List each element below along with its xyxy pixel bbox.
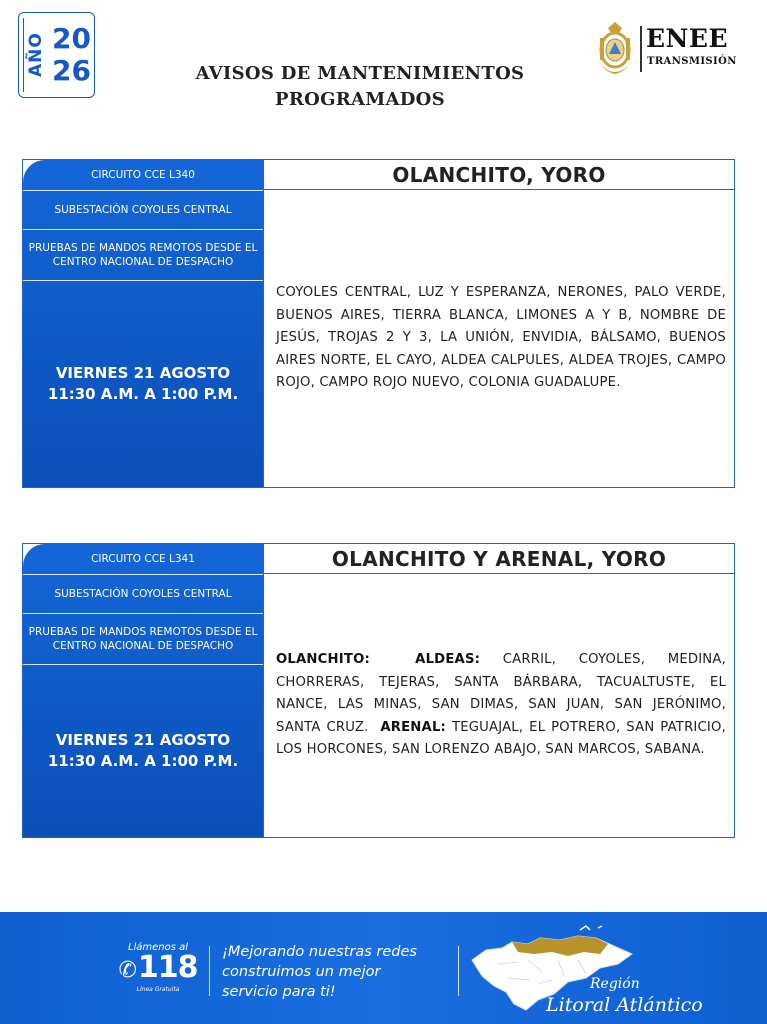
notice-schedule: [23, 281, 263, 487]
notice-areas: [264, 190, 734, 487]
footer-banner: [0, 912, 767, 1024]
footer-slogan: [222, 942, 458, 1002]
notice-reason: PRUEBAS DE MANDOS REMOTOS DESDE EL CENTRO NACIONAL DE DESPACHO: [23, 230, 263, 281]
areas-label-aldeas: ALDEAS:: [415, 652, 481, 668]
areas-olanchito-list: CARRIL, COYOLES, MEDINA, CHORRERAS, TEJERAS, SANTA BÁRBARA, TACUALTUSTE, EL NANCE, LAS MINAS, SAN DIMAS, SAN JUAN, SAN JERÓNIMO, SANTA CRUZ.: [276, 652, 726, 735]
slogan-line3: servicio para ti!: [222, 984, 336, 1000]
hotline-number: 118: [137, 950, 198, 985]
footer-divider: [209, 946, 210, 996]
notice-schedule: [23, 665, 263, 837]
notice-location: OLANCHITO Y ARENAL, YORO: [264, 544, 734, 574]
areas-label-arenal: ARENAL:: [380, 719, 447, 735]
slogan-line1: ¡Mejorando nuestras redes: [222, 944, 417, 960]
notice-location: OLANCHITO, YORO: [264, 160, 734, 190]
areas-arenal-list: TEGUAJAL, EL POTRERO, SAN PATRICIO, LOS HORCONES, SAN LORENZO ABAJO, SAN MARCOS, SABANA.: [276, 719, 726, 758]
notice-card: [22, 543, 735, 838]
page-title-line1: AVISOS DE MANTENIMIENTOS: [195, 63, 525, 84]
notice-card: [22, 159, 735, 488]
logo-divider: [640, 26, 642, 72]
year-bottom: 26: [52, 54, 91, 87]
notice-substation: SUBESTACIÓN COYOLES CENTRAL: [23, 575, 263, 614]
phone-icon: ✆: [118, 958, 136, 983]
hotline-sub: Línea Gratuita: [136, 986, 180, 993]
notice-areas: [264, 574, 734, 837]
notice-time: 11:30 A.M. A 1:00 P.M.: [47, 752, 239, 770]
hotline-number-row: [116, 950, 200, 986]
notice-circuit: CIRCUITO CCE L340: [23, 160, 263, 191]
notice-substation: SUBESTACIÓN COYOLES CENTRAL: [23, 191, 263, 230]
notice-areas-text: [276, 649, 726, 762]
notice-time: 11:30 A.M. A 1:00 P.M.: [47, 385, 239, 403]
page-title-line2: PROGRAMADOS: [275, 89, 445, 110]
hotline-label: Llámenos al: [127, 942, 189, 953]
footer-divider: [458, 946, 459, 996]
notice-info-panel: [23, 544, 263, 837]
hotline: [116, 942, 200, 993]
notice-areas-text: COYOLES CENTRAL, LUZ Y ESPERANZA, NERONES, PALO VERDE, BUENOS AIRES, TIERRA BLANCA, LIMONES A Y B, NOMBRE DE JESÚS, TROJAS 2 Y 3, LA UNIÓN, ENVIDIA, BÁLSAMO, BUENOS AIRES NORTE, EL CAYO, ALDEA CALPULES, ALDEA TROJES, CAMPO ROJO, CAMPO ROJO NUEVO, COLONIA GUADALUPE.: [276, 285, 726, 391]
logo-subtitle: TRANSMISIÓN: [647, 56, 737, 67]
year-badge: [18, 12, 95, 98]
year-number: [52, 23, 91, 87]
notice-detail-panel: [263, 160, 734, 487]
logo-brand: ENEE: [646, 24, 729, 53]
notice-detail-panel: [263, 544, 734, 837]
year-top: 20: [52, 22, 91, 55]
notice-circuit: CIRCUITO CCE L341: [23, 544, 263, 575]
notice-info-panel: [23, 160, 263, 487]
national-emblem-icon: [594, 20, 636, 78]
region-label: Región: [590, 976, 640, 992]
notice-reason: PRUEBAS DE MANDOS REMOTOS DESDE EL CENTRO NACIONAL DE DESPACHO: [23, 614, 263, 665]
year-label: AÑO: [23, 18, 48, 92]
page-title: [150, 61, 570, 113]
region-name: Litoral Atlántico: [546, 994, 703, 1016]
notice-date: VIERNES 21 AGOSTO: [55, 364, 231, 382]
notice-date: VIERNES 21 AGOSTO: [55, 731, 231, 749]
areas-label-olanchito: OLANCHITO:: [276, 652, 370, 668]
slogan-line2: construimos un mejor: [222, 964, 381, 980]
enee-logo: [594, 20, 749, 80]
